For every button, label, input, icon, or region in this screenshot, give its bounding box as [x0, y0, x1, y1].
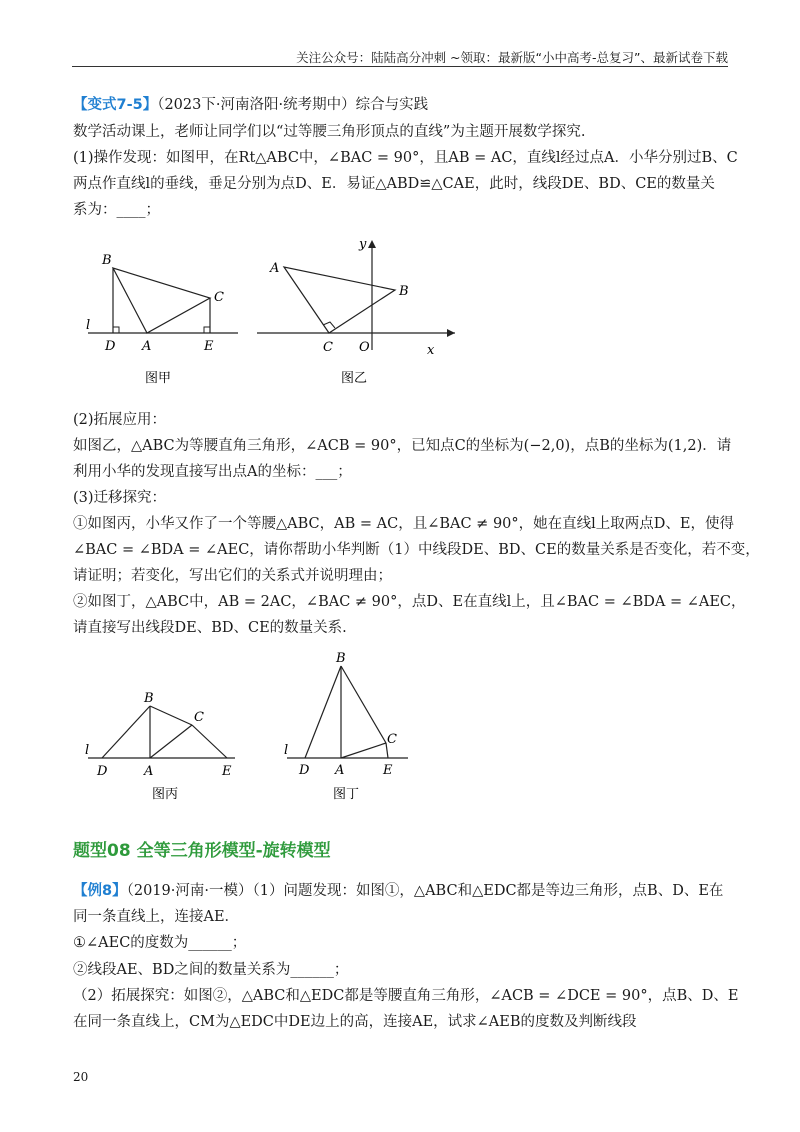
label-D: D: [105, 339, 116, 354]
label-E: E: [222, 764, 232, 779]
label-A: A: [335, 763, 345, 778]
label-l: l: [86, 318, 91, 333]
variant-line-8: (3)迁移探究：: [73, 490, 167, 506]
example-line-4: （2）拓展探究：如图②，△ABC和△EDC都是等腰直角三角形，∠ACB = ∠DCE = 90°，点B、D、E: [73, 988, 739, 1004]
variant-line-3: 两点作直线l的垂线，垂足分别为点D、E．易证△ABD≌△CAE，此时，线段DE、BD、CE的数量关: [73, 176, 715, 192]
caption-ding: 图丁: [333, 787, 360, 802]
label-A: A: [144, 764, 154, 779]
label-O: O: [359, 340, 370, 355]
label-B: B: [102, 253, 112, 268]
label-A: A: [270, 261, 280, 276]
header-rule: [72, 66, 728, 67]
variant-line-0: 【变式7-5】（2023下·河南洛阳·统考期中）综合与实践: [73, 97, 429, 113]
label-C: C: [323, 340, 333, 355]
variant-line-5: (2)拓展应用：: [73, 412, 167, 428]
label-B: B: [336, 651, 346, 666]
label-E: E: [204, 339, 214, 354]
example-line-3: ②线段AE、BD之间的数量关系为______；: [73, 962, 349, 978]
variant-line-13: 请直接写出线段DE、BD、CE的数量关系.: [73, 620, 347, 636]
label-A: A: [142, 339, 152, 354]
page-header: 关注公众号：陆陆高分冲刺 ~领取：最新版“小中高考-总复习”、最新试卷下载: [296, 50, 728, 65]
variant-line-1: 数学活动课上，老师让同学们以“过等腰三角形顶点的直线”为主题开展数学探究.: [73, 124, 586, 140]
variant-line-11: 请证明；若变化，写出它们的关系式并说明理由；: [73, 568, 392, 584]
label-C: C: [214, 290, 224, 305]
variant-line-9: ①如图丙，小华又作了一个等腰△ABC，AB = AC，且∠BAC ≠ 90°，她在直线l上取两点D、E，使得: [73, 516, 734, 532]
variant-line-10: ∠BAC = ∠BDA = ∠AEC，请你帮助小华判断（1）中线段DE、BD、CE的数量关系是否变化，若不变，: [73, 542, 760, 558]
section-title: 题型08 全等三角形模型-旋转模型: [73, 841, 331, 861]
label-y: y: [359, 237, 367, 252]
example-line-2: ①∠AEC的度数为______；: [73, 935, 247, 951]
figure-ding: [283, 650, 413, 810]
label-x: x: [427, 343, 435, 358]
figure-bing: [80, 690, 250, 810]
label-l: l: [85, 743, 90, 758]
example-line-5: 在同一条直线上，CM为△EDC中DE边上的高，连接AE，试求∠AEB的度数及判断线段: [73, 1014, 637, 1030]
example-line-0: 【例8】（2019·河南·一模）（1）问题发现：如图①，△ABC和△EDC都是等边三角形，点B、D、E在: [73, 883, 724, 899]
label-C: C: [194, 710, 204, 725]
label-l: l: [284, 743, 289, 758]
figure-yi: [255, 232, 465, 390]
label-C: C: [387, 732, 397, 747]
label-D: D: [299, 763, 310, 778]
caption-jia: 图甲: [145, 371, 172, 386]
variant-line-4: 系为：____；: [73, 202, 160, 218]
figure-jia: [80, 240, 250, 390]
caption-yi: 图乙: [341, 371, 368, 386]
page-number: 20: [73, 1070, 89, 1084]
variant-tag: 【变式7-5】: [73, 97, 158, 113]
variant-line-12: ②如图丁，△ABC中，AB = 2AC，∠BAC ≠ 90°，点D、E在直线l上，且∠BAC = ∠BDA = ∠AEC，: [73, 594, 746, 610]
label-B: B: [399, 284, 409, 299]
label-E: E: [383, 763, 393, 778]
variant-line-2: (1)操作发现：如图甲，在Rt△ABC中，∠BAC = 90°，且AB = AC，直线l经过点A．小华分别过B、C: [73, 150, 738, 166]
caption-bing: 图丙: [152, 787, 179, 802]
example-line-1: 同一条直线上，连接AE．: [73, 909, 240, 925]
variant-line-7: 利用小华的发现直接写出点A的坐标：___；: [73, 464, 352, 480]
label-D: D: [97, 764, 108, 779]
variant-line-6: 如图乙，△ABC为等腰直角三角形，∠ACB = 90°，已知点C的坐标为(−2,0)，点B的坐标为(1,2)．请: [73, 438, 732, 454]
label-B: B: [144, 691, 154, 706]
example-tag: 【例8】: [73, 883, 127, 899]
